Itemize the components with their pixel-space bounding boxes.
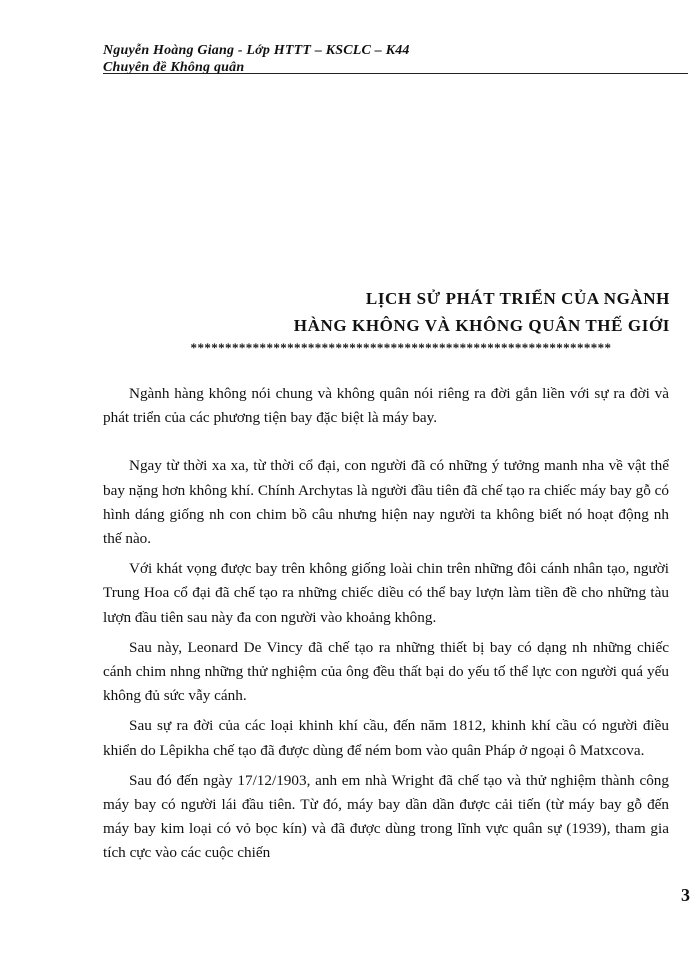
paragraph: Sau này, Leonard De Vincy đã chế tạo ra những thiết bị bay có dạng nh những chiếc cánh chim nhng những thử nghiệm của ông đều thất bại do yếu tố thể lực con người quá yếu không đủ sức vẫy cánh. (103, 638, 669, 705)
header-divider (103, 73, 688, 74)
paragraph: Ngay từ thời xa xa, từ thời cổ đại, con người đã có những ý tưởng manh nha về vật thể bay nặng hơn không khí. Chính Archytas là người đầu tiên đã chế tạo ra chiếc máy bay gỗ có hình dáng giống nh con chim bồ câu nhưng hiện nay người ta không biết nó hoạt động nh thế nào. (103, 457, 669, 548)
header-author-line: Nguyễn Hoàng Giang - Lớp HTTT – KSCLC – K44 (103, 43, 410, 58)
body-text (103, 382, 669, 866)
paragraph: Với khát vọng được bay trên không giống loài chin trên những đôi cánh nhân tạo, người Trung Hoa cổ đại đã chế tạo ra những chiếc diều có thể bay lượn làm tiền đề cho những tàu lượn đầu tiên sau này đa con người vào khoảng không. (103, 560, 669, 626)
paragraph: Sau sự ra đời của các loại khinh khí cầu, đến năm 1812, khinh khí cầu có người điều khiển do Lêpikha chế tạo đã được dùng để ném bom vào quân Pháp ở ngoại ô Matxcova. (103, 717, 669, 759)
paragraph: Sau đó đến ngày 17/12/1903, anh em nhà Wright đã chế tạo và thử nghiệm thành công máy bay có người lái đầu tiên. Từ đó, máy bay dần dần được cải tiến (từ máy bay gỗ đến máy bay kim loại có vỏ bọc kín) và đã được dùng trong lĩnh vực quân sự (1939), tham gia tích cực vào các cuộc chiến (103, 771, 669, 862)
star-divider: ************************************************************* (190, 340, 612, 355)
paragraph: Ngành hàng không nói chung và không quân nói riêng ra đời gắn liền với sự ra đời và phát triển của các phương tiện bay đặc biệt là máy bay. (103, 385, 669, 427)
page-header (103, 42, 688, 76)
header-topic-line: Chuyên đề Không quân (103, 60, 245, 75)
chapter-title-line-1: LỊCH SỬ PHÁT TRIỂN CỦA NGÀNH (365, 289, 670, 308)
chapter-title-line-2: HÀNG KHÔNG VÀ KHÔNG QUÂN THẾ GIỚI (293, 316, 670, 335)
page-number: 3 (681, 885, 690, 905)
